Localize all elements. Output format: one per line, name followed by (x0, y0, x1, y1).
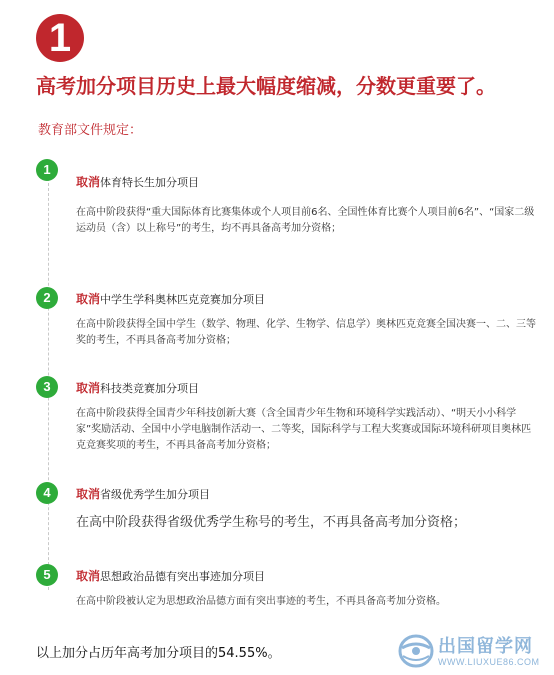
item-description: 在高中阶段获得全国青少年科技创新大赛（含全国青少年生物和环境科学实践活动）、“明天小小科学家”奖励活动、全国中小学电脑制作活动一、二等奖，国际科学与工程大奖赛或国际环境科研项目奥林匹克竞赛奖项的考生，不再具备高考加分资格； (76, 408, 532, 451)
item-title-text: 科技类竞赛加分项目 (100, 382, 200, 395)
step-number-badge: 3 (36, 376, 58, 398)
item-title-text: 思想政治品德有突出事迹加分项目 (100, 570, 266, 583)
item-title-text: 体育特长生加分项目 (100, 176, 200, 189)
item-title (76, 485, 210, 502)
step-number-badge: 2 (36, 287, 58, 309)
globe-logo-icon (398, 634, 434, 668)
step-number-badge: 5 (36, 564, 58, 586)
item-description: 在高中阶段获得全国中学生（数学、物理、化学、生物学、信息学）奥林匹克竞赛全国决赛一、二、三等奖的考生，不再具备高考加分资格； (76, 319, 536, 346)
item-title-highlight: 取消 (76, 175, 101, 189)
item-title-highlight: 取消 (76, 487, 101, 501)
footer-note: 以上加分占历年高考加分项目的54.55%。 (36, 646, 281, 661)
logo-name: 出国留学网 (438, 636, 533, 657)
item-title-highlight: 取消 (76, 569, 101, 583)
site-logo (398, 632, 550, 672)
item-description: 在高中阶段获得“重大国际体育比赛集体或个人项目前6名、全国性体育比赛个人项目前6名”、“国家二级运动员（含）以上称号”的考生，均不再具备高考加分资格； (76, 207, 535, 234)
item-title (76, 173, 199, 190)
item-title-highlight: 取消 (76, 381, 101, 395)
item-title-text: 省级优秀学生加分项目 (100, 488, 211, 501)
item-title (76, 290, 265, 307)
step-number-badge: 1 (36, 159, 58, 181)
intro-label: 教育部文件规定： (38, 123, 143, 138)
item-title (76, 567, 265, 584)
logo-url: WWW.LIUXUE86.COM (438, 657, 540, 667)
section-number-badge: 1 (36, 14, 84, 62)
step-number-badge: 4 (36, 482, 58, 504)
page-headline: 高考加分项目历史上最大幅度缩减，分数更重要了。 (36, 74, 496, 98)
item-title (76, 379, 199, 396)
item-description: 在高中阶段被认定为思想政治品德方面有突出事迹的考生，不再具备高考加分资格。 (76, 596, 446, 607)
item-description: 在高中阶段获得省级优秀学生称号的考生，不再具备高考加分资格； (76, 515, 467, 530)
item-title-highlight: 取消 (76, 292, 101, 306)
item-title-text: 中学生学科奥林匹克竞赛加分项目 (100, 293, 266, 306)
